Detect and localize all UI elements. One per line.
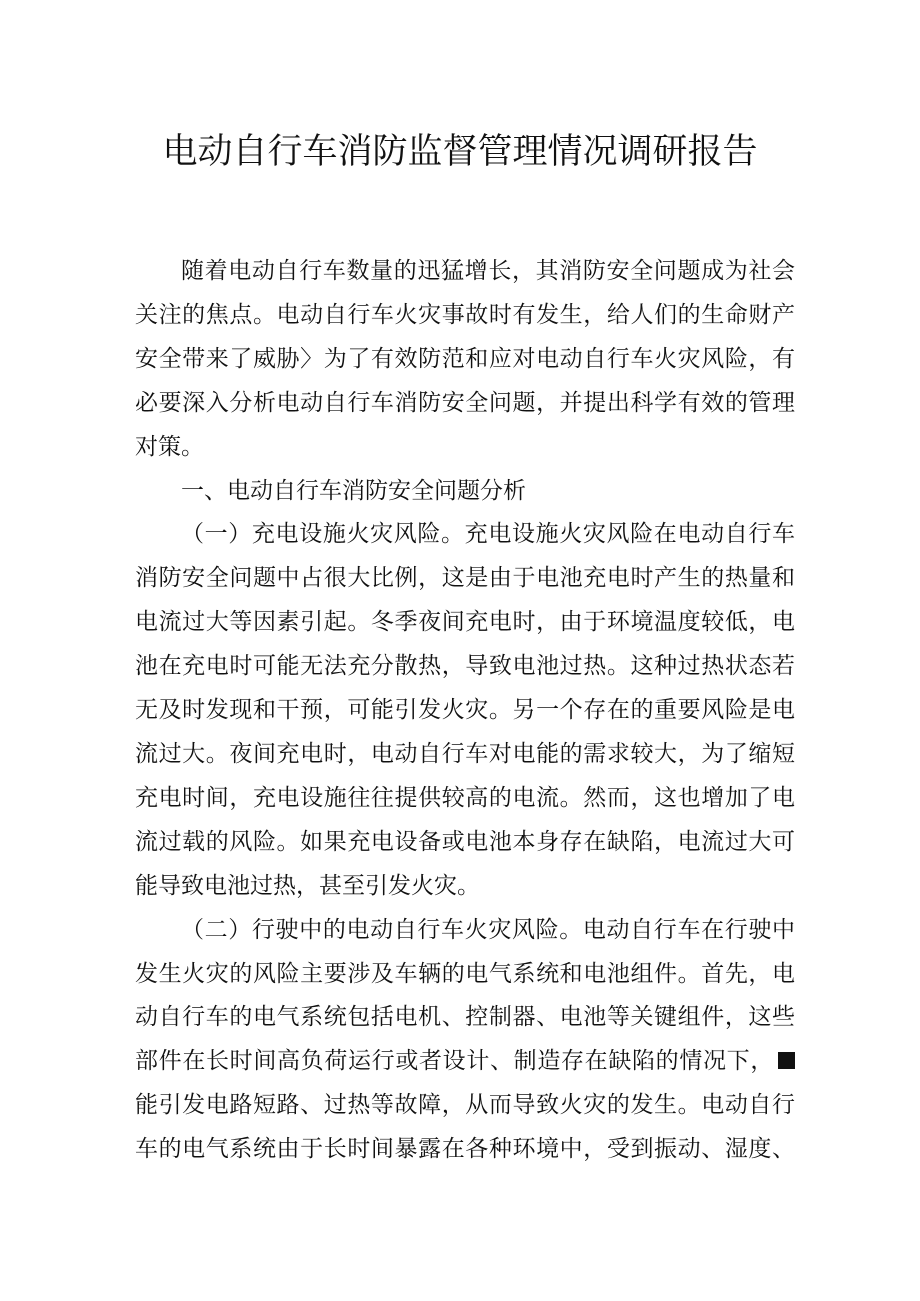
page-title: 电动自行车消防监督管理情况调研报告 xyxy=(162,132,758,172)
paragraph-charging-risk xyxy=(135,513,795,908)
text-line: 流过大。夜间充电时，电动自行车对电能的需求较大，为了缩短 xyxy=(135,740,795,767)
document-body xyxy=(135,250,795,1172)
paragraph-intro xyxy=(135,250,795,470)
text-line: （二）行驶中的电动自行车火灾风险。电动自行车在行驶中 xyxy=(181,916,795,943)
text-line: （一）充电设施火灾风险。充电设施火灾风险在电动自行车 xyxy=(181,521,795,548)
text-line: 必要深入分析电动自行车消防安全问题，并提出科学有效的管理 xyxy=(135,389,795,416)
black-square-mark xyxy=(778,1052,795,1069)
text-line: 关注的焦点。电动自行车火灾事故时有发生，给人们的生命财产 xyxy=(135,301,795,328)
text-line: 能引发电路短路、过热等故障，从而导致火灾的发生。电动自行 xyxy=(135,1092,795,1119)
text-line: 消防安全问题中占很大比例，这是由于电池充电时产生的热量和 xyxy=(135,565,795,592)
section-heading-text: 一、电动自行车消防安全问题分析 xyxy=(181,477,526,504)
text-line: 安全带来了威胁〉为了有效防范和应对电动自行车火灾风险，有 xyxy=(135,345,795,372)
text-line: 电流过大等因素引起。冬季夜间充电时，由于环境温度较低，电 xyxy=(135,609,795,636)
section-heading xyxy=(135,470,795,514)
text-line: 充电时间，充电设施往往提供较高的电流。然而，这也增加了电 xyxy=(135,784,795,811)
text-line-with-mark xyxy=(135,1040,795,1084)
text-line-content: 部件在长时间高负荷运行或者设计、制造存在缺陷的情况下， xyxy=(135,1048,774,1075)
text-line: 对策。 xyxy=(135,433,204,460)
text-line: 车的电气系统由于长时间暴露在各种环境中，受到振动、湿度、 xyxy=(135,1136,795,1163)
paragraph-riding-risk xyxy=(135,909,795,1172)
text-line: 池在充电时可能无法充分散热，导致电池过热。这种过热状态若 xyxy=(135,653,795,680)
text-line: 随着电动自行车数量的迅猛增长，其消防安全问题成为社会 xyxy=(181,258,795,284)
text-line: 无及时发现和干预，可能引发火灾。另一个存在的重要风险是电 xyxy=(135,697,795,724)
text-line: 发生火灾的风险主要涉及车辆的电气系统和电池组件。首先，电 xyxy=(135,960,795,987)
text-line: 能导致电池过热，甚至引发火灾。 xyxy=(135,872,480,899)
text-line: 动自行车的电气系统包括电机、控制器、电池等关键组件，这些 xyxy=(135,1004,795,1031)
text-line: 流过载的风险。如果充电设备或电池本身存在缺陷，电流过大可 xyxy=(135,828,795,855)
